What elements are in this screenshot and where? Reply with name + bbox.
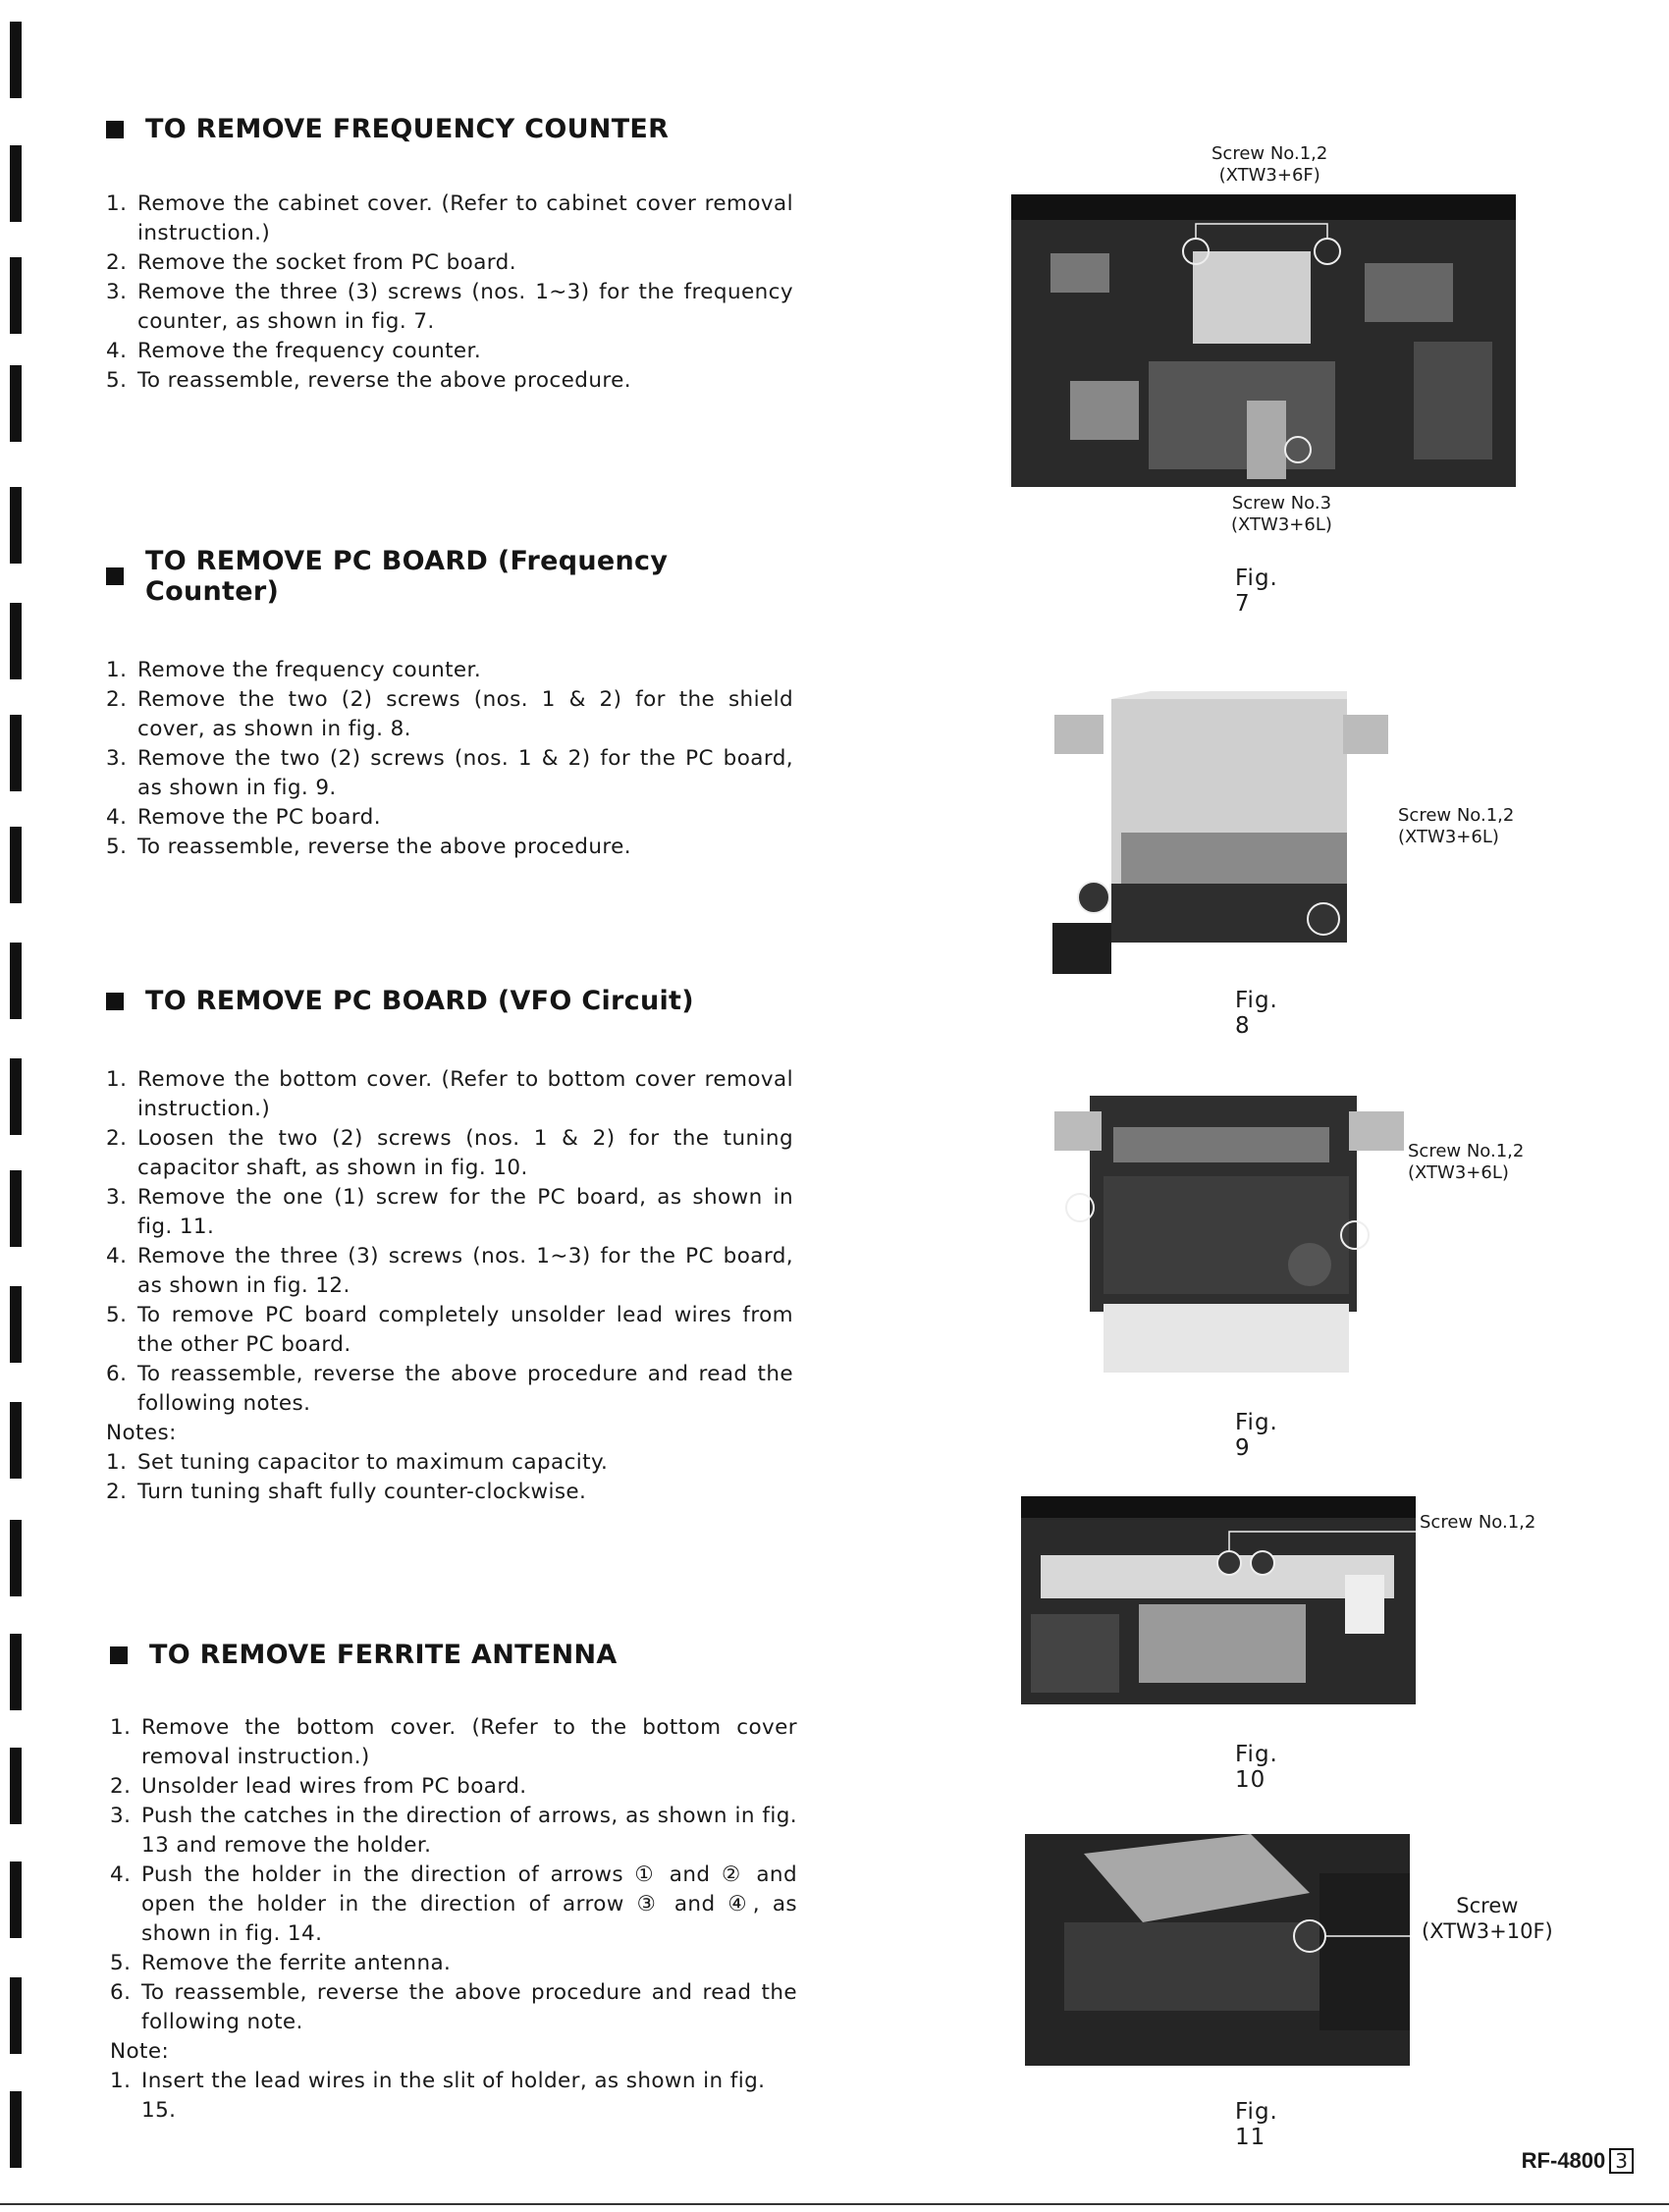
page-footer: [1522, 2148, 1634, 2174]
section-title: TO REMOVE FERRITE ANTENNA: [110, 1640, 797, 1670]
bullet-square-icon: [110, 1646, 128, 1664]
model-number: RF-4800: [1521, 2148, 1606, 2173]
step-list: [106, 1065, 793, 1419]
fig8-callout: Screw No.1,2 (XTW3+6L): [1398, 805, 1515, 847]
fig9-callout: Screw No.1,2 (XTW3+6L): [1408, 1141, 1525, 1183]
fig7-callout-bottom: Screw No.3 (XTW3+6L): [1231, 493, 1332, 535]
step-item: 3. Push the catches in the direction of arrows, as shown in fig. 13 and remove the holder.: [110, 1804, 797, 1858]
section-title: TO REMOVE PC BOARD (Frequency Counter): [106, 546, 793, 607]
step-item: 4. Remove the frequency counter.: [106, 339, 482, 363]
fig7-callout-top: Screw No.1,2 (XTW3+6F): [1211, 143, 1328, 186]
section-title: TO REMOVE PC BOARD (VFO Circuit): [106, 986, 793, 1016]
fig7-photo: [1011, 194, 1516, 487]
notes-heading: Notes:: [106, 1421, 177, 1445]
section-title: TO REMOVE FREQUENCY COUNTER: [106, 114, 793, 144]
step-item: 5. To reassemble, reverse the above procedure.: [106, 368, 631, 393]
binding-marks: [10, 0, 26, 2212]
step-item: 2. Loosen the two (2) screws (nos. 1 & 2) for the tuning capacitor shaft, as shown in fig. 10.: [106, 1126, 793, 1180]
step-item: 6. To reassemble, reverse the above procedure and read the following note.: [110, 1980, 797, 2034]
step-item: 5. To remove PC board completely unsolder lead wires from the other PC board.: [106, 1303, 793, 1357]
step-item: 5. Remove the ferrite antenna.: [110, 1951, 452, 1975]
section-remove-pc-board-frequency-counter: [106, 546, 793, 862]
fig11-caption: Fig. 11: [1235, 2099, 1278, 2150]
step-item: 2. Unsolder lead wires from PC board.: [110, 1774, 527, 1799]
step-list: [106, 656, 793, 862]
notes-heading: Note:: [110, 2039, 170, 2064]
section-remove-frequency-counter: [106, 114, 793, 396]
fig11-callout: Screw (XTW3+10F): [1422, 1894, 1553, 1943]
section-remove-pc-board-vfo: [106, 986, 793, 1507]
note-item: 1. Insert the lead wires in the slit of holder, as shown in fig. 15.: [110, 2069, 766, 2123]
note-item: 2. Turn tuning shaft fully counter-clockwise.: [106, 1480, 587, 1504]
step-item: 4. Remove the three (3) screws (nos. 1∼3) for the PC board, as shown in fig. 12.: [106, 1244, 793, 1298]
fig7-caption: Fig. 7: [1235, 566, 1278, 617]
step-item: 6. To reassemble, reverse the above procedure and read the following notes.: [106, 1362, 793, 1416]
page-number: 3: [1609, 2148, 1634, 2174]
step-item: 3. Remove the one (1) screw for the PC board, as shown in fig. 11.: [106, 1185, 793, 1239]
bullet-square-icon: [106, 993, 124, 1010]
step-item: 3. Remove the two (2) screws (nos. 1 & 2) for the PC board, as shown in fig. 9.: [106, 746, 793, 800]
step-item: 1. Remove the bottom cover. (Refer to bottom cover removal instruction.): [106, 1067, 793, 1121]
step-item: 1. Remove the bottom cover. (Refer to the bottom cover removal instruction.): [110, 1715, 797, 1769]
notes-list: [106, 1448, 793, 1507]
step-list: [106, 189, 793, 396]
fig8-caption: Fig. 8: [1235, 988, 1278, 1039]
section-remove-ferrite-antenna: [110, 1640, 797, 2126]
notes-list: [110, 2067, 797, 2126]
step-list: [110, 1713, 797, 2037]
fig8-photo: [1052, 687, 1390, 974]
fig11-photo: [1025, 1834, 1410, 2066]
step-item: 1. Remove the cabinet cover. (Refer to cabinet cover removal instruction.): [106, 191, 793, 245]
step-item: 1. Remove the frequency counter.: [106, 658, 482, 682]
bullet-square-icon: [106, 121, 124, 138]
step-item: 4. Remove the PC board.: [106, 805, 381, 830]
fig9-caption: Fig. 9: [1235, 1410, 1278, 1461]
step-item: 2. Remove the socket from PC board.: [106, 250, 516, 275]
step-item: 4. Push the holder in the direction of arrows ① and ② and open the holder in the direction of arrow ③ and ④, as shown in fig. 14.: [110, 1862, 797, 1946]
fig9-photo: [1054, 1088, 1404, 1382]
bottom-rule: [0, 2203, 1669, 2205]
fig10-caption: Fig. 10: [1235, 1742, 1278, 1793]
step-item: 2. Remove the two (2) screws (nos. 1 & 2) for the shield cover, as shown in fig. 8.: [106, 687, 793, 741]
fig10-callout: Screw No.1,2: [1420, 1512, 1536, 1533]
step-item: 3. Remove the three (3) screws (nos. 1∼3) for the frequency counter, as shown in fig. 7.: [106, 280, 793, 334]
step-item: 5. To reassemble, reverse the above procedure.: [106, 835, 631, 859]
bullet-square-icon: [106, 567, 124, 585]
fig10-photo: [1021, 1496, 1416, 1704]
note-item: 1. Set tuning capacitor to maximum capacity.: [106, 1450, 609, 1475]
